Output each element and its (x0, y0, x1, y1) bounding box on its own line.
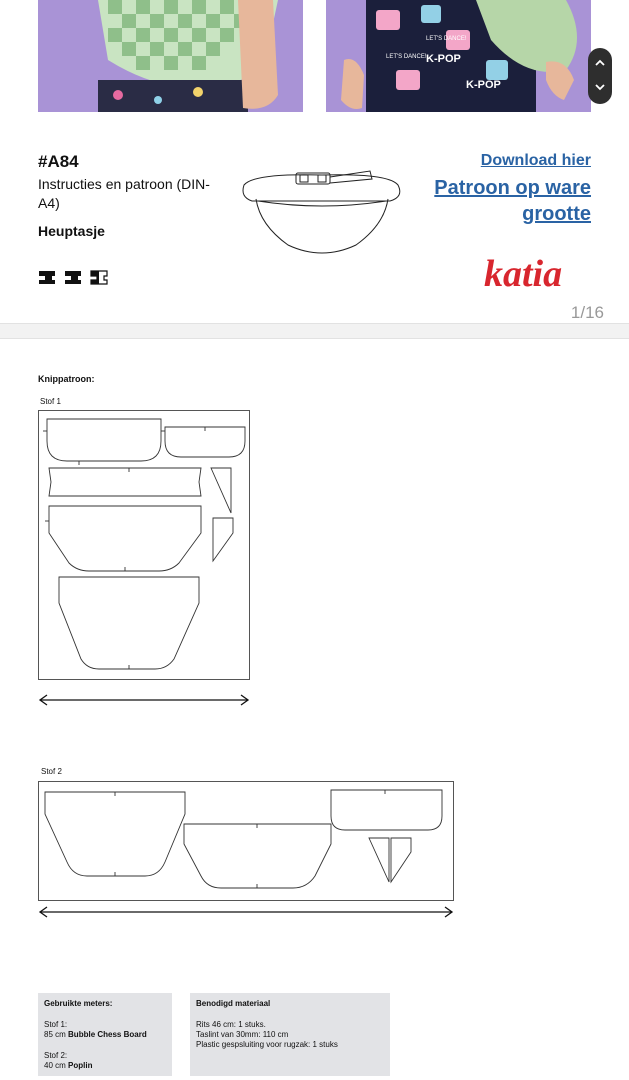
page-divider (0, 323, 629, 339)
fabric1-usage-value: 85 cm (44, 1030, 66, 1039)
photo-print-text-2: LET'S DANCE! (386, 54, 427, 60)
scroll-control[interactable] (588, 48, 612, 104)
full-size-pattern-link[interactable]: Patroon op ware grootte (434, 177, 591, 225)
fabric1-layout (38, 410, 250, 680)
scroll-up-button[interactable] (588, 51, 612, 77)
pattern-subtitle: Instructies en patroon (DIN-A4) (38, 176, 210, 211)
photo-right-illustration (326, 0, 591, 112)
photo-left-illustration (38, 0, 303, 112)
material-strap: Taslint van 30mm: 110 cm (196, 1030, 289, 1039)
fabric1-usage-label: Stof 1: (44, 1020, 68, 1029)
katia-logo (482, 248, 594, 303)
used-meters-box (38, 993, 172, 1076)
page-indicator: 1/16 (570, 303, 604, 322)
fabric2-usage-label: Stof 2: (44, 1051, 68, 1060)
download-link[interactable]: Download hier (480, 152, 591, 169)
fabric2-usage-name: Poplin (68, 1061, 93, 1070)
photo-print-text-4: LET'S DANCE! (426, 36, 467, 42)
material-buckle: Plastic gespsluiting voor rugzak: 1 stuks (196, 1040, 338, 1049)
brand-wordmark: katia (484, 253, 563, 295)
chevron-up-icon (588, 51, 612, 75)
used-meters-title: Gebruikte meters: (44, 999, 113, 1008)
fabric2-layout (38, 781, 454, 901)
chevron-down-icon (588, 75, 612, 99)
cutting-title: Knippatroon: (38, 374, 95, 384)
scroll-down-button[interactable] (588, 75, 612, 101)
photo-print-text-1: K-POP (426, 53, 461, 65)
materials-box (190, 993, 390, 1076)
katia-logo-mark (482, 248, 594, 298)
fabric1-pattern-pieces (39, 411, 249, 679)
photo-print-text-3: K-POP (466, 79, 501, 91)
difficulty-rating (38, 268, 112, 291)
grainline-arrow-fabric1 (38, 693, 250, 707)
sewing-machine-icon (38, 268, 112, 286)
fabric2-usage (44, 1061, 166, 1071)
product-name: Heuptasje (38, 223, 105, 239)
fabric2-pattern-pieces (39, 782, 453, 900)
fabric1-label: Stof 1 (40, 397, 61, 406)
grainline-arrow-fabric2 (38, 905, 454, 919)
material-zipper: Rits 46 cm: 1 stuks. (196, 1020, 266, 1029)
product-photo-right (326, 0, 591, 112)
fabric1-usage (44, 1030, 166, 1040)
product-photo-left (38, 0, 303, 112)
fabric2-usage-value: 40 cm (44, 1061, 66, 1070)
pattern-code: #A84 (38, 152, 79, 171)
materials-title: Benodigd materiaal (196, 999, 271, 1008)
fanny-pack-illustration (238, 165, 406, 263)
fabric1-usage-name: Bubble Chess Board (68, 1030, 147, 1039)
fabric2-label: Stof 2 (41, 767, 62, 776)
